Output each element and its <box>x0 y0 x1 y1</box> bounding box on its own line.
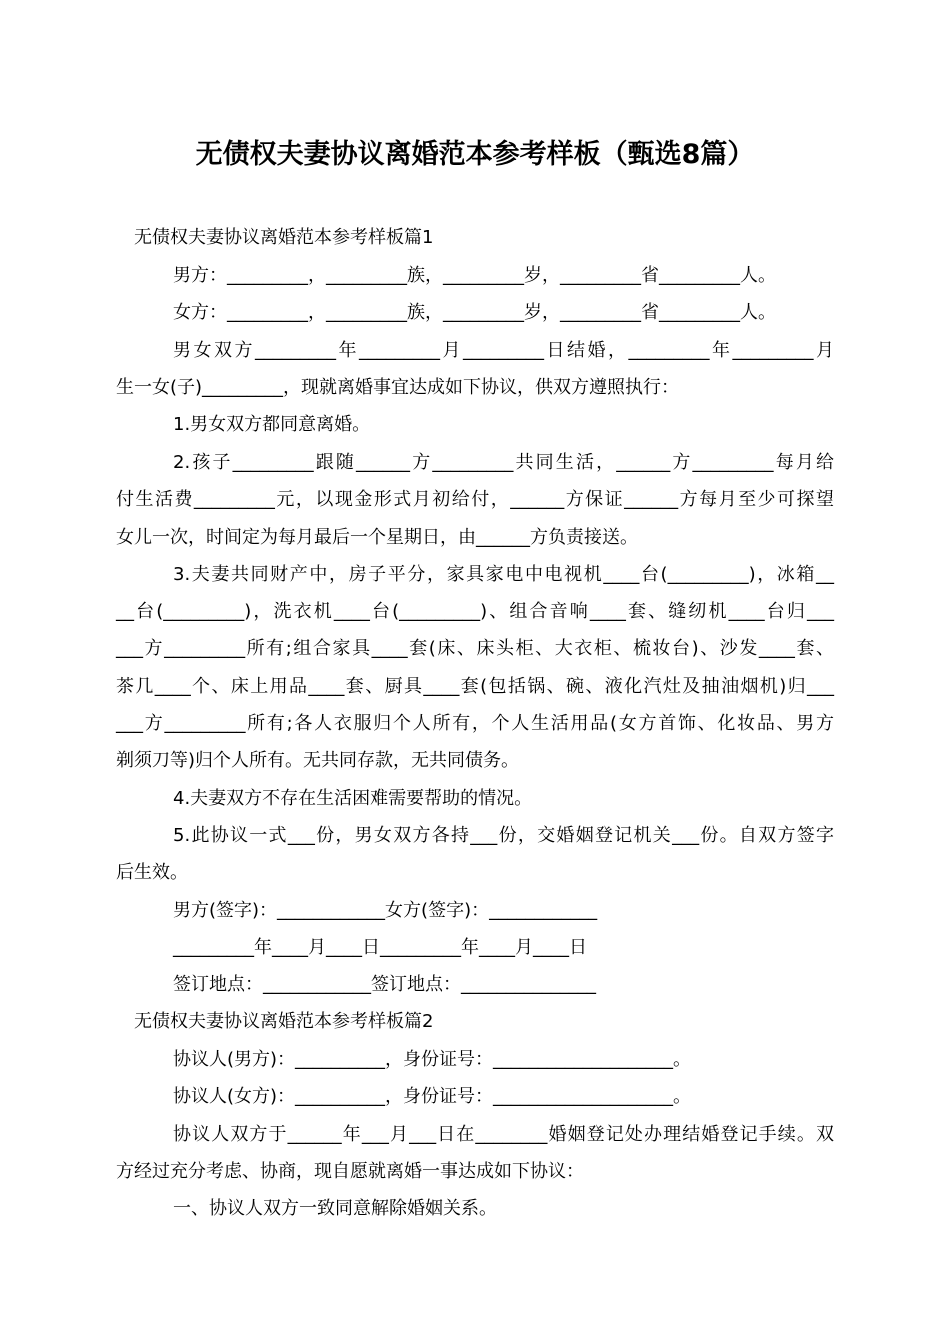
paragraph-line: 一、协议人双方一致同意解除婚姻关系。 <box>173 1198 497 1219</box>
location-line: 签订地点：____________签订地点：_______________ <box>173 974 596 995</box>
paragraph-line: __台(_________)，洗衣机____台(_________)、组合音响____套、缝纫机____台归___ <box>116 601 834 622</box>
paragraph-line: 茶几____个、床上用品____套、厨具____套(包括锅、碗、液化汽灶及抽油烟机)归___ <box>116 676 834 697</box>
paragraph-line: ___方_________所有;组合家具____套(床、床头柜、大衣柜、梳妆台)、沙发____套、 <box>116 638 834 659</box>
signature-line: 男方(签字)：____________女方(签字)：____________ <box>173 900 598 921</box>
paragraph-line: 后生效。 <box>116 862 188 883</box>
paragraph-line: 男女双方_________年_________月_________日结婚，_________年_________月 <box>173 340 834 361</box>
paragraph-line: 女方：_________，_________族，_________岁，_________省_________人。 <box>173 302 776 323</box>
paragraph-line: 3.夫妻共同财产中，房子平分，家具家电中电视机____台(_________)，冰箱__ <box>173 564 834 585</box>
paragraph-line: 付生活费_________元，以现金形式月初给付，______方保证______方每月至少可探望 <box>116 489 834 510</box>
section-heading-1: 无债权夫妻协议离婚范本参考样板篇1 <box>134 227 434 248</box>
paragraph-line: 方经过充分考虑、协商，现自愿就离婚一事达成如下协议： <box>116 1161 584 1182</box>
paragraph-line: 协议人(男方)：__________，身份证号：____________________。 <box>173 1049 692 1070</box>
paragraph-line: ___方_________所有;各人衣服归个人所有，个人生活用品(女方首饰、化妆品、男方 <box>116 713 834 734</box>
paragraph-line: 2.孩子_________跟随______方_________共同生活，______方_________每月给 <box>173 452 834 473</box>
paragraph-line: 协议人双方于______年___月___日在________婚姻登记处办理结婚登记手续。双 <box>173 1124 834 1145</box>
paragraph-line: 女儿一次，时间定为每月最后一个星期日，由______方负责接送。 <box>116 527 638 548</box>
date-line: _________年____月____日_________年____月____日 <box>173 937 587 958</box>
paragraph-line: 5.此协议一式___份，男女双方各持___份，交婚姻登记机关___份。自双方签字 <box>173 825 834 846</box>
paragraph-line: 1.男女双方都同意离婚。 <box>173 414 371 435</box>
section-heading-2: 无债权夫妻协议离婚范本参考样板篇2 <box>134 1011 434 1032</box>
document-title: 无债权夫妻协议离婚范本参考样板（甄选8篇） <box>195 139 755 170</box>
paragraph-line: 剃须刀等)归个人所有。无共同存款，无共同债务。 <box>116 750 520 771</box>
paragraph-line: 4.夫妻双方不存在生活困难需要帮助的情况。 <box>173 788 533 809</box>
paragraph-line: 生一女(子)_________，现就离婚事宜达成如下协议，供双方遵照执行： <box>116 377 680 398</box>
paragraph-line: 协议人(女方)：__________，身份证号：____________________。 <box>173 1086 692 1107</box>
paragraph-line: 男方：_________，_________族，_________岁，_________省_________人。 <box>173 265 776 286</box>
